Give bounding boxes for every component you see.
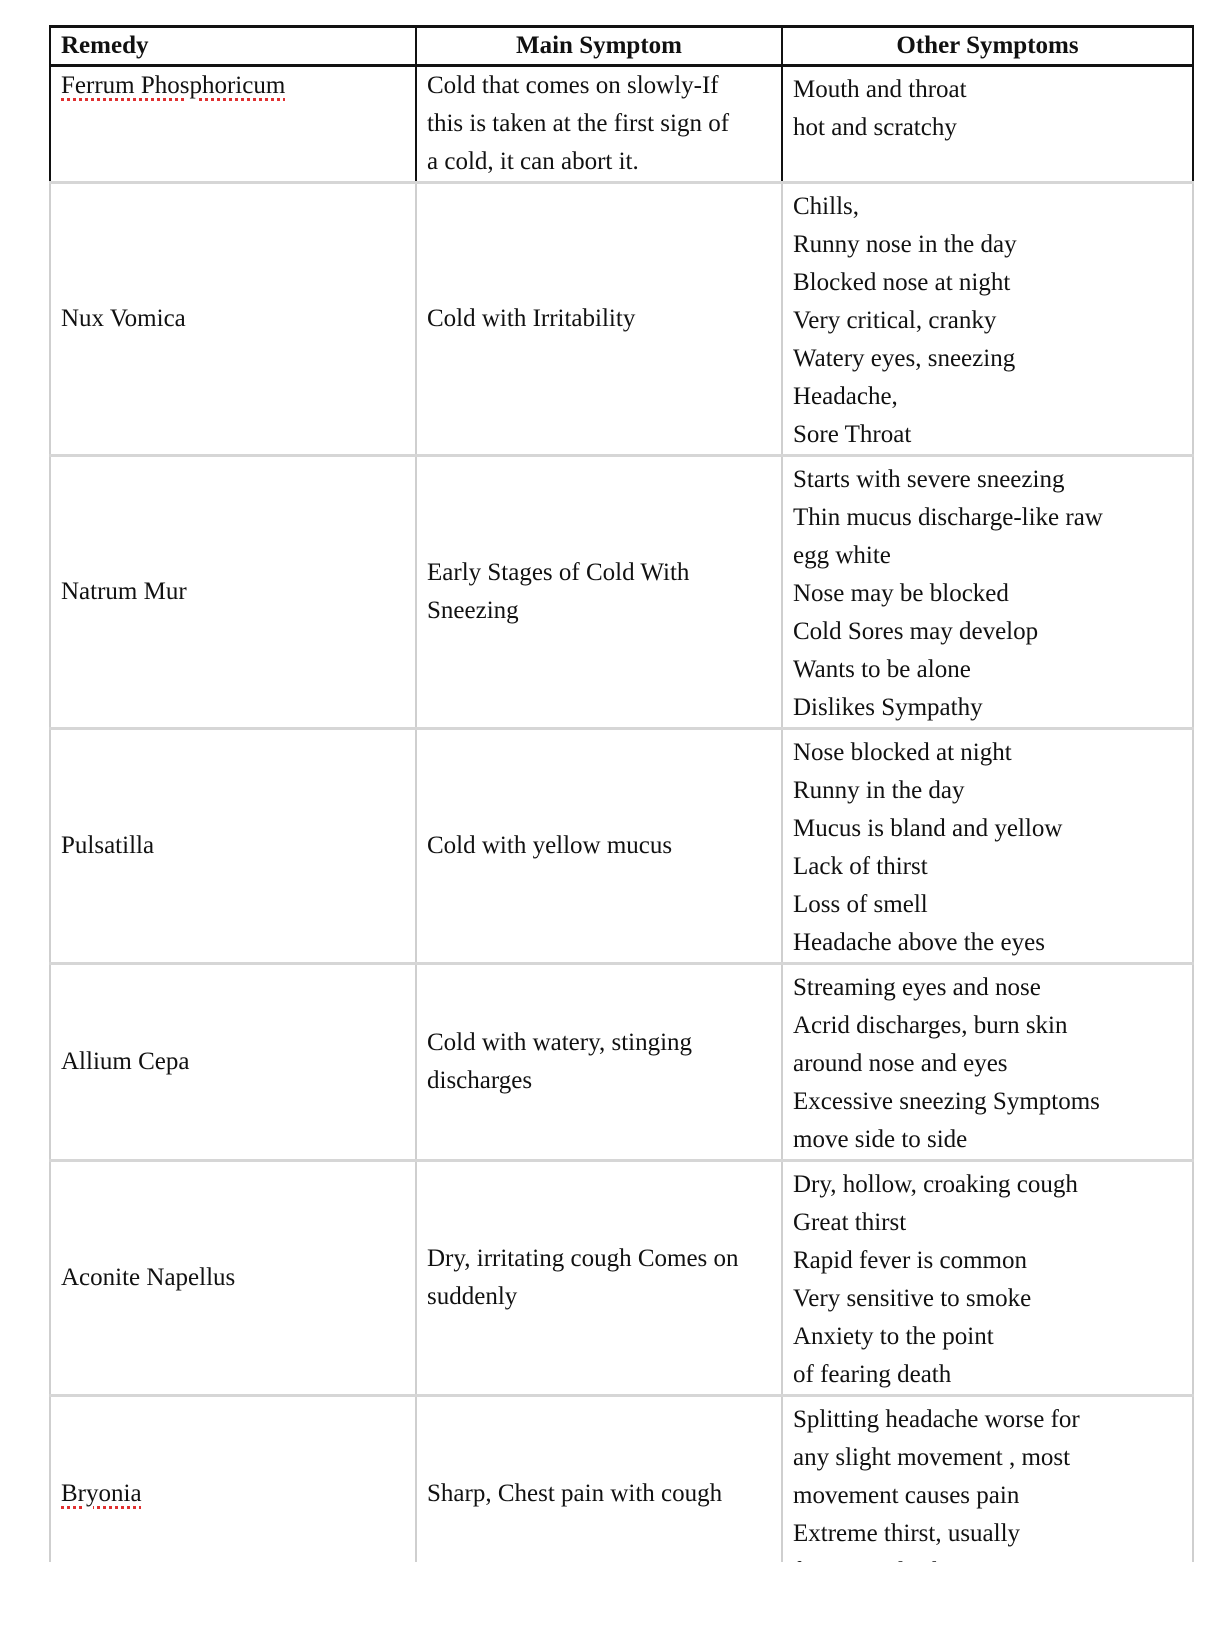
remedy-cell	[50, 456, 416, 729]
column-header-remedy: Remedy	[50, 27, 416, 66]
other-symptom-line: Mouth and throat	[793, 76, 967, 103]
other-symptom-line: Wants to be alone	[793, 656, 971, 683]
main-symptom-line: Cold with watery, stinging	[427, 1029, 693, 1056]
main-symptom-line: Cold with yellow mucus	[427, 832, 673, 859]
main-symptom-line: Sharp, Chest pain with cough	[427, 1480, 723, 1507]
other-symptom-line: Loss of smell	[793, 891, 928, 918]
table-header-row	[50, 27, 1193, 66]
other-symptom-line: Dislikes Sympathy	[793, 694, 983, 721]
main-symptom-line: suddenly	[427, 1283, 518, 1310]
other-symptoms-cell	[782, 729, 1193, 964]
other-symptom-line: Headache above the eyes	[793, 929, 1045, 956]
other-symptom-line: Extreme thirst, usually	[793, 1520, 1021, 1547]
main-symptom-line: Dry, irritating cough Comes on	[427, 1245, 739, 1272]
other-symptom-line: any slight movement , most	[793, 1444, 1071, 1471]
other-symptom-line: move side to side	[793, 1126, 968, 1153]
table-row	[50, 66, 1193, 183]
table-row	[50, 1161, 1193, 1396]
remedy-name: Nux Vomica	[61, 305, 186, 332]
main-symptom-line: Cold with Irritability	[427, 305, 636, 332]
other-symptom-line: Nose may be blocked	[793, 580, 1009, 607]
other-symptoms-cell	[782, 456, 1193, 729]
other-symptom-line: Cold Sores may develop	[793, 618, 1039, 645]
other-symptom-line: Rapid fever is common	[793, 1247, 1027, 1274]
other-symptom-line: Nose blocked at night	[793, 739, 1012, 766]
other-symptoms-cell	[782, 183, 1193, 456]
remedy-name: Bryonia	[61, 1480, 142, 1507]
main-symptom-cell	[416, 66, 782, 183]
other-symptom-line: Very critical, cranky	[793, 307, 997, 334]
main-symptom-line: discharges	[427, 1067, 533, 1094]
other-symptom-line: Runny in the day	[793, 777, 965, 804]
other-symptoms-cell	[782, 1161, 1193, 1396]
other-symptom-line: egg white	[793, 542, 891, 569]
main-symptom-cell	[416, 964, 782, 1161]
remedy-cell	[50, 729, 416, 964]
remedy-name: Pulsatilla	[61, 832, 155, 859]
main-symptom-line: Sneezing	[427, 597, 519, 624]
other-symptom-line: Watery eyes, sneezing	[793, 345, 1016, 372]
other-symptom-line: around nose and eyes	[793, 1050, 1008, 1077]
table-row	[50, 964, 1193, 1161]
other-symptom-line: Starts with severe sneezing	[793, 466, 1065, 493]
other-symptom-line: Anxiety to the point	[793, 1323, 994, 1350]
remedy-cell	[50, 964, 416, 1161]
other-symptom-line: Streaming eyes and nose	[793, 974, 1041, 1001]
other-symptom-line: Excessive sneezing Symptoms	[793, 1088, 1100, 1115]
other-symptom-line: Dry, hollow, croaking cough	[793, 1171, 1078, 1198]
main-symptom-line: Cold that comes on slowly-If	[427, 72, 719, 99]
remedy-name: Natrum Mur	[61, 578, 187, 605]
remedy-name: Allium Cepa	[61, 1048, 190, 1075]
remedy-cell	[50, 1161, 416, 1396]
column-header-main-symptom: Main Symptom	[416, 27, 782, 66]
remedy-cell	[50, 183, 416, 456]
main-symptom-cell	[416, 183, 782, 456]
other-symptom-line: Great thirst	[793, 1209, 907, 1236]
other-symptoms-cell	[782, 66, 1193, 183]
table-row	[50, 456, 1193, 729]
other-symptom-line: Lack of thirst	[793, 853, 928, 880]
main-symptom-cell	[416, 1161, 782, 1396]
other-symptom-line: Chills,	[793, 193, 859, 220]
other-symptom-line: of fearing death	[793, 1361, 952, 1388]
other-symptom-line: Splitting headache worse for	[793, 1406, 1080, 1433]
other-symptom-line: Blocked nose at night	[793, 269, 1011, 296]
other-symptom-line: hot and scratchy	[793, 114, 957, 141]
other-symptom-line: movement causes pain	[793, 1482, 1020, 1509]
column-header-other-symptoms: Other Symptoms	[782, 27, 1193, 66]
other-symptom-line: Runny nose in the day	[793, 231, 1017, 258]
page-bottom-margin	[0, 1562, 1214, 1630]
other-symptom-line: Sore Throat	[793, 421, 912, 448]
main-symptom-line: a cold, it can abort it.	[427, 148, 639, 175]
other-symptom-line: Acrid discharges, burn skin	[793, 1012, 1068, 1039]
remedy-name: Aconite Napellus	[61, 1264, 236, 1291]
main-symptom-cell	[416, 456, 782, 729]
table-row	[50, 729, 1193, 964]
other-symptom-line: Mucus is bland and yellow	[793, 815, 1063, 842]
main-symptom-line: Early Stages of Cold With	[427, 559, 690, 586]
table-row	[50, 183, 1193, 456]
other-symptom-line: Headache,	[793, 383, 898, 410]
remedy-cell	[50, 66, 416, 183]
other-symptom-line: Very sensitive to smoke	[793, 1285, 1032, 1312]
other-symptom-line: Thin mucus discharge-like raw	[793, 504, 1103, 531]
remedy-table	[49, 25, 1194, 1594]
main-symptom-line: this is taken at the first sign of	[427, 110, 730, 137]
other-symptoms-cell	[782, 964, 1193, 1161]
remedy-name: Ferrum Phosphoricum	[61, 72, 286, 99]
main-symptom-cell	[416, 729, 782, 964]
